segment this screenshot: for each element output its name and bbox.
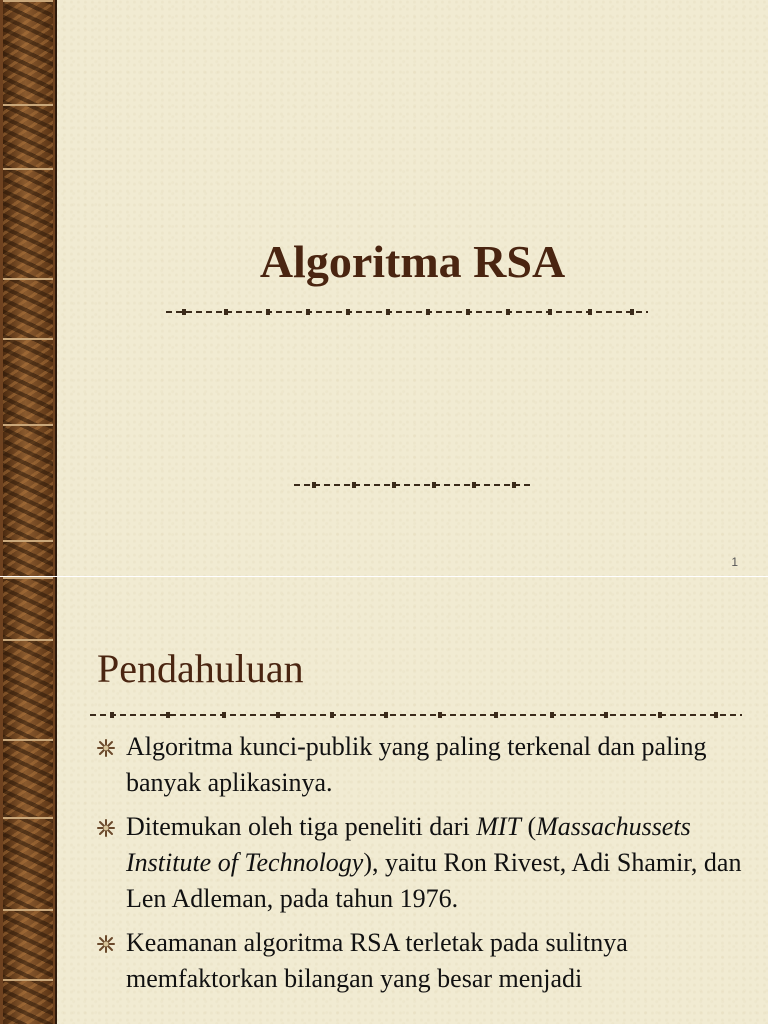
wood-block — [3, 168, 53, 278]
bullet-text: Algoritma kunci-publik yang paling terkenal dan paling banyak aplikasinya. — [126, 732, 707, 797]
page-number: 1 — [731, 555, 738, 569]
asterisk-ornament-icon — [96, 818, 116, 838]
asterisk-ornament-icon — [96, 934, 116, 954]
wood-block — [3, 739, 53, 817]
bullet-text: Keamanan algoritma RSA terletak pada sulitnya memfaktorkan bilangan yang besar menjadi — [126, 928, 628, 993]
institute-name: Massachussets Institute of Technology — [126, 812, 691, 877]
wood-block — [3, 817, 53, 909]
mit-abbreviation: MIT — [476, 812, 521, 841]
wood-side-strip — [0, 577, 57, 1024]
slide-title: Algoritma RSA — [259, 236, 566, 287]
wood-block — [3, 979, 53, 1024]
wood-block — [3, 338, 53, 424]
asterisk-ornament-icon — [96, 738, 116, 758]
wood-block — [3, 909, 53, 979]
heading-divider — [90, 714, 742, 716]
wood-block — [3, 424, 53, 540]
bullet-item — [96, 925, 746, 997]
bullet-item — [96, 809, 746, 917]
subtitle-divider — [294, 484, 534, 486]
wood-side-strip — [0, 0, 57, 576]
bullet-item — [96, 729, 746, 801]
wood-block — [3, 639, 53, 739]
bullet-list — [96, 729, 746, 1005]
wood-block — [3, 104, 53, 168]
slide-heading: Pendahuluan — [97, 646, 304, 691]
wood-block — [3, 540, 53, 576]
title-divider — [166, 311, 648, 313]
wood-block — [3, 278, 53, 338]
wood-block — [3, 577, 53, 639]
bullet-text-prefix: Ditemukan oleh tiga peneliti dari — [126, 812, 477, 841]
bullet-text-suffix: ), yaitu Ron Rivest, Adi Shamir, dan Len Adleman, pada tahun 1976. — [126, 848, 742, 913]
slide-2 — [0, 577, 768, 1024]
wood-block — [3, 0, 53, 104]
bullet-paren-open: ( — [527, 812, 537, 841]
